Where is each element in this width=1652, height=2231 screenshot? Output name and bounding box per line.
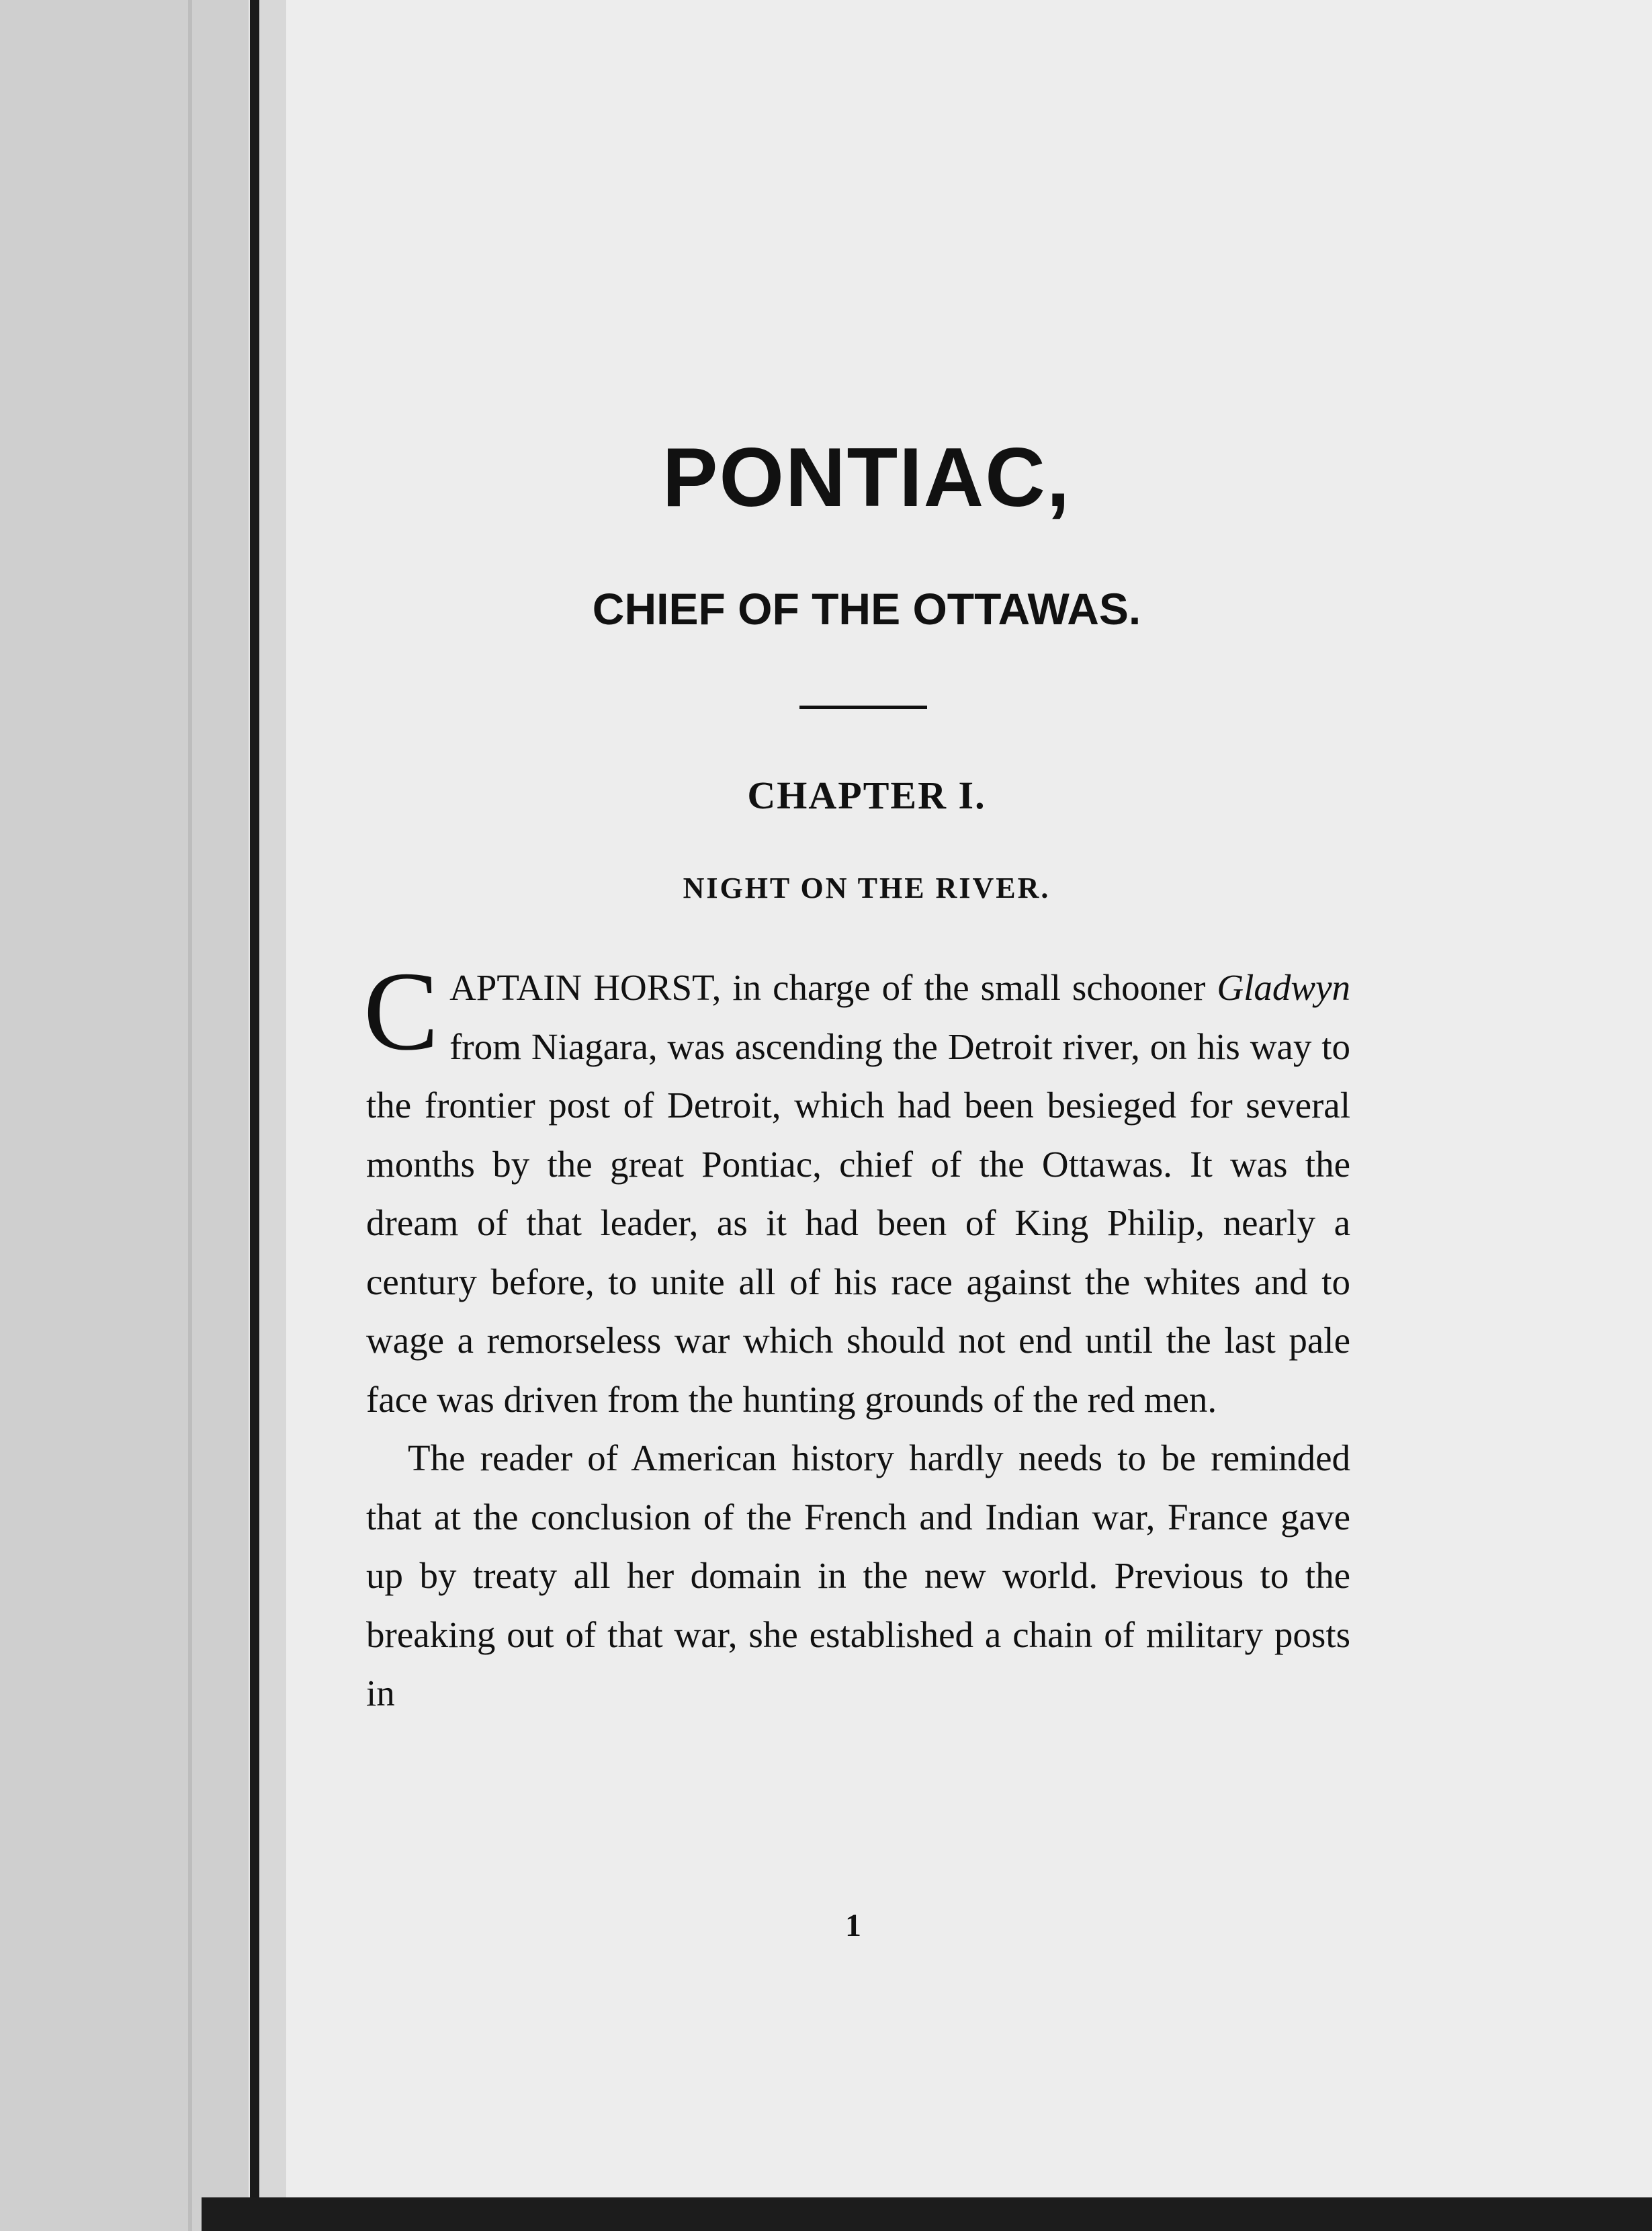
gutter-shadow — [259, 0, 286, 2231]
drop-cap: C — [363, 949, 439, 1074]
book-title: PONTIAC, — [662, 431, 1072, 524]
opening-words: APTAIN HORST — [449, 967, 712, 1008]
chapter-heading: CHAPTER I. — [747, 773, 986, 817]
chapter-title: NIGHT ON THE RIVER. — [683, 872, 1051, 904]
book-subtitle: CHIEF OF THE OTTAWAS. — [592, 584, 1141, 634]
title-divider — [799, 706, 927, 709]
book-gutter — [250, 0, 259, 2231]
paragraph-1-text-a: , in charge of the small schooner — [711, 967, 1217, 1008]
paragraph-1 — [363, 949, 1351, 1429]
page-bottom-edge — [202, 2197, 1652, 2231]
page-number: 1 — [845, 1908, 861, 1943]
ship-name: Gladwyn — [1217, 967, 1351, 1008]
left-page-margin — [0, 0, 249, 2231]
chapter-body — [363, 949, 1351, 1723]
paragraph-2: The reader of American history hardly needs to be reminded that at the conclusion of the French and Indian war, France gave up by treaty all her domain in the new world. Previous to the breaking out of that war, she established a chain of military posts in — [366, 1437, 1350, 1714]
left-page-edge — [188, 0, 192, 2231]
paragraph-1-text-b: from Niagara, was ascending the Detroit river, on his way to the frontier post of Detroit, which had been besieged for several months by the great Pontiac, chief of the Ottawas. It was the dream of that leader, as it had been of King Philip, nearly a century before, to unite all of his race against the whites and to wage a remorseless war which should not end until the last pale face was driven from the hunting grounds of the red men. — [366, 1025, 1350, 1420]
